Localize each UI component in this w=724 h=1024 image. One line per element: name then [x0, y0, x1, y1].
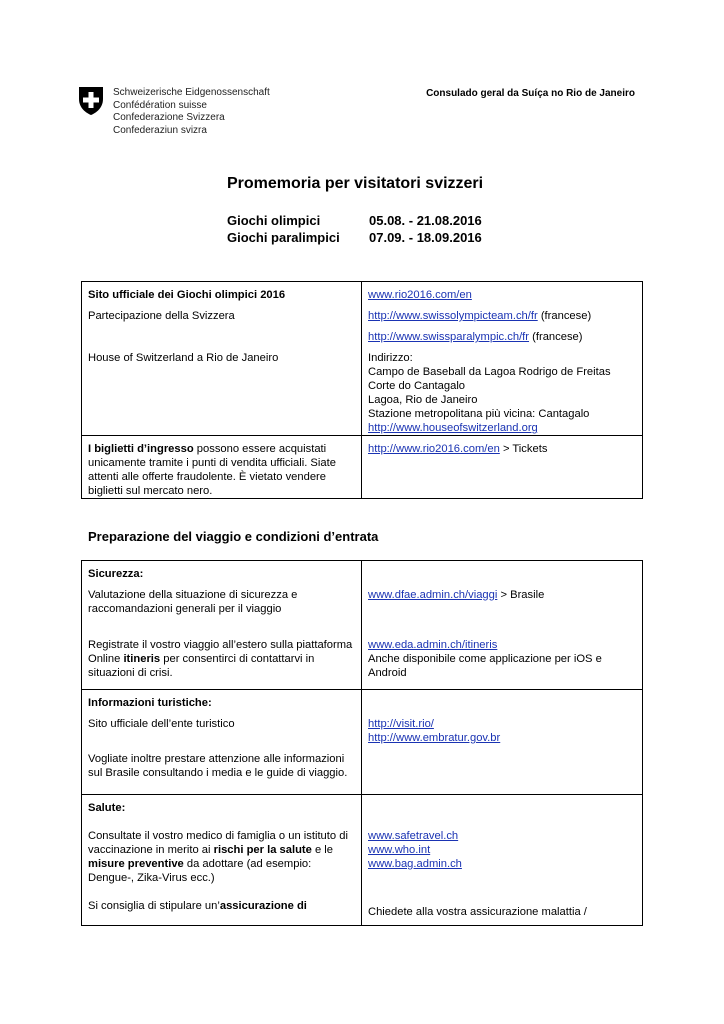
official-site-link[interactable]: www.rio2016.com/en: [368, 289, 472, 301]
address-line: Corte do Cantagalo: [368, 380, 466, 392]
language-note: (francese): [537, 310, 592, 322]
safetravel-link[interactable]: www.safetravel.ch: [368, 830, 459, 842]
health-heading: Salute:: [88, 802, 126, 814]
visit-rio-link[interactable]: http://visit.rio/: [368, 718, 434, 730]
page-title: Promemoria per visitatori svizzeri: [227, 175, 484, 192]
table-cell: [82, 795, 362, 926]
tickets-suffix: > Tickets: [499, 443, 548, 455]
participation-label: Partecipazione della Svizzera: [88, 310, 235, 322]
agency-line-de: Schweizerische Eidgenossenschaft: [113, 87, 270, 98]
house-address: [368, 351, 636, 435]
games-dates-value: 05.08. - 21.08.2016: [369, 213, 482, 228]
agency-line-rm: Confederaziun svizra: [113, 124, 207, 136]
health-consult-text: Consultate il vostro medico di famiglia o un istituto di vaccinazione in merito ai rischi per la salute e le misure preventive da adottare (ad esempio: Dengue-, Zika-Virus ecc.): [88, 830, 348, 884]
itineris-note: Anche disponibile come applicazione per iOS e Android: [368, 653, 602, 679]
dfae-suffix: > Brasile: [497, 589, 545, 601]
tourism-note: Vogliate inoltre prestare attenzione alle informazioni sul Brasile consultando i media e le guide di viaggio.: [88, 753, 348, 779]
table-row: [82, 690, 643, 795]
table-cell: [82, 561, 362, 690]
games-row-paralympic: [227, 229, 482, 246]
games-name: Giochi olimpici: [227, 213, 321, 228]
agency-name-block: [113, 87, 270, 137]
olympic-team-link[interactable]: http://www.swissolympicteam.ch/fr: [368, 310, 538, 322]
table-row: [82, 282, 643, 436]
table-cell: [362, 561, 643, 690]
security-heading: Sicurezza:: [88, 568, 144, 580]
table-cell: [82, 690, 362, 795]
games-dates: [227, 212, 482, 246]
address-line: Stazione metropolitana più vicina: Cantagalo: [368, 408, 590, 420]
section-heading: Preparazione del viaggio e condizioni d’entrata: [88, 529, 379, 544]
swiss-cross-shield-icon: [78, 86, 104, 116]
itineris-link[interactable]: www.eda.admin.ch/itineris: [368, 639, 498, 651]
table-cell: [362, 282, 643, 436]
tickets-text: I biglietti d’ingresso possono essere acquistati unicamente tramite i punti di vendita ufficiali. Siate attenti alle offerte fraudolente. È vietato vendere biglietti sul mercato nero.: [88, 443, 336, 497]
tickets-link[interactable]: http://www.rio2016.com/en: [368, 443, 500, 455]
table-row: [82, 436, 643, 499]
games-name: Giochi paralimpici: [227, 230, 340, 245]
embratur-link[interactable]: http://www.embratur.gov.br: [368, 732, 501, 744]
olympics-info-table: [81, 281, 643, 499]
table-cell: [362, 690, 643, 795]
travel-preparation-table: [81, 560, 643, 926]
page-header: [0, 0, 724, 160]
table-cell: [82, 282, 362, 436]
tourism-heading: Informazioni turistiche:: [88, 697, 212, 709]
table-cell: [362, 436, 643, 499]
itineris-text: Registrate il vostro viaggio all’estero sulla piattaforma Online itineris per consentirci di contattarvi in situazioni di crisi.: [88, 639, 353, 679]
address-line: Campo de Baseball da Lagoa Rodrigo de Freitas: [368, 366, 611, 378]
house-label: House of Switzerland a Rio de Janeiro: [88, 352, 279, 364]
games-dates-value: 07.09. - 18.09.2016: [369, 230, 482, 245]
games-row-olympic: [227, 212, 482, 229]
house-link[interactable]: http://www.houseofswitzerland.org: [368, 422, 538, 434]
agency-line-fr: Confédération suisse: [113, 99, 207, 111]
address-line: Indirizzo:: [368, 352, 413, 364]
security-assessment-text: Valutazione della situazione di sicurezza e raccomandazioni generali per il viaggio: [88, 589, 298, 615]
address-line: Lagoa, Rio de Janeiro: [368, 394, 478, 406]
table-cell: [82, 436, 362, 499]
paralympic-link[interactable]: http://www.swissparalympic.ch/fr: [368, 331, 530, 343]
insurance-text: Si consiglia di stipulare un’assicurazione di: [88, 900, 307, 912]
who-link[interactable]: www.who.int: [368, 844, 431, 856]
tourism-site-label: Sito ufficiale dell’ente turistico: [88, 718, 235, 730]
agency-line-it: Confederazione Svizzera: [113, 112, 225, 123]
consulate-name: Consulado geral da Suíça no Rio de Janeiro: [426, 88, 635, 99]
official-site-label: Sito ufficiale dei Giochi olimpici 2016: [88, 289, 286, 301]
table-row: [82, 561, 643, 690]
language-note: (francese): [529, 331, 583, 343]
insurance-note: Chiedete alla vostra assicurazione malattia /: [368, 906, 587, 918]
table-cell: [362, 795, 643, 926]
table-row: [82, 795, 643, 926]
bag-link[interactable]: www.bag.admin.ch: [368, 858, 462, 870]
dfae-link[interactable]: www.dfae.admin.ch/viaggi: [368, 589, 498, 601]
